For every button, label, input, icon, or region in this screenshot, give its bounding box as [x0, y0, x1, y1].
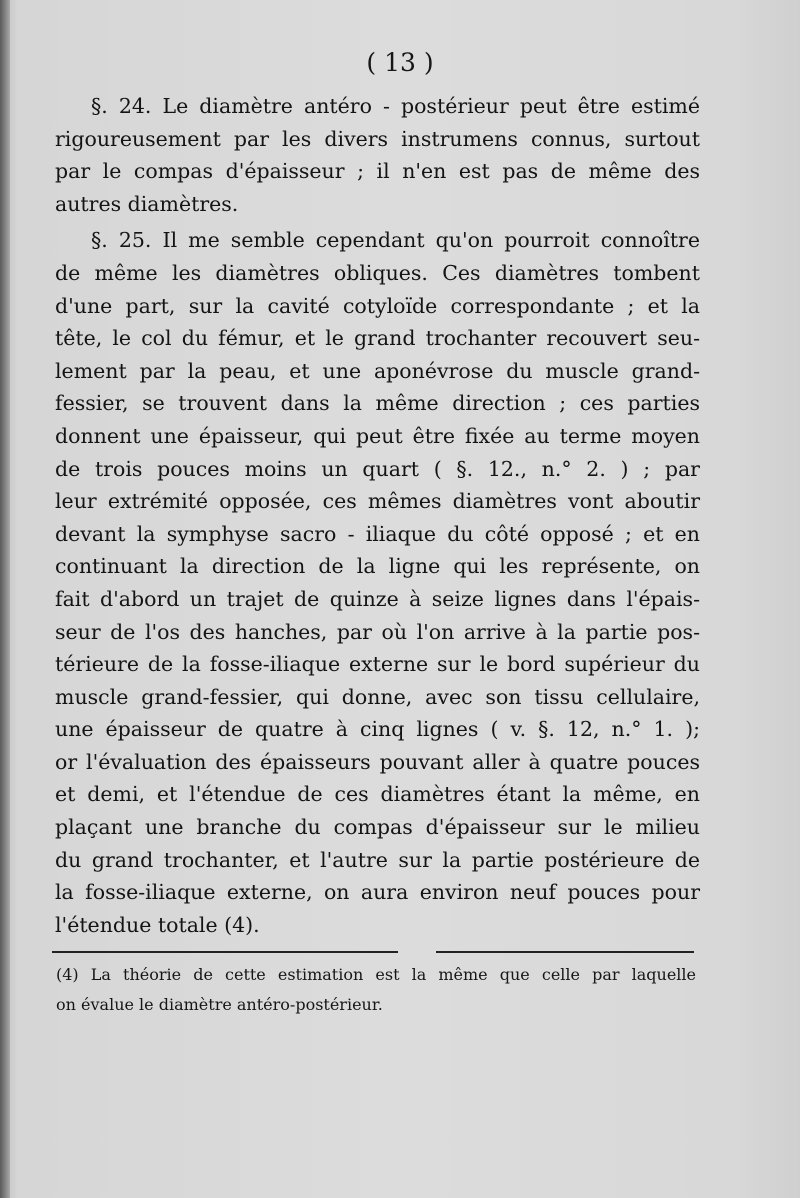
- paragraph-25: [55, 224, 700, 941]
- text-line: tête, le col du fémur, et le grand trochanter recouvert seu-: [55, 326, 700, 351]
- text-line: de même les diamètres obliques. Ces diamètres tombent: [55, 260, 700, 285]
- text-line: §. 24. Le diamètre antéro - postérieur peut être estimé: [91, 94, 700, 118]
- text-line: continuant la direction de la ligne qui les représente, on: [55, 554, 700, 579]
- text-line: l'étendue totale (4).: [55, 912, 260, 937]
- main-text: [55, 90, 700, 941]
- text-line: or l'évaluation des épaisseurs pouvant aller à quatre pouces: [55, 749, 700, 774]
- footnote-divider-right: [436, 951, 694, 953]
- text-line: autres diamètres.: [55, 191, 239, 216]
- text-line: seur de l'os des hanches, par où l'on arrive à la partie pos-: [55, 619, 700, 644]
- text-line: par le compas d'épaisseur ; il n'en est pas de même des: [55, 159, 700, 184]
- text-line: fait d'abord un trajet de quinze à seize lignes dans l'épais-: [55, 586, 700, 611]
- text-line: la fosse-iliaque externe, on aura environ neuf pouces pour: [55, 880, 700, 905]
- text-line: plaçant une branche du compas d'épaisseur sur le milieu: [55, 815, 700, 840]
- text-line: §. 25. Il me semble cependant qu'on pourroit connoître: [91, 228, 700, 253]
- page-gutter-shadow: [0, 0, 10, 1198]
- footnote-line: on évalue le diamètre antéro-postérieur.: [56, 995, 383, 1014]
- text-line: une épaisseur de quatre à cinq lignes ( v. §. 12, n.° 1. );: [55, 717, 700, 742]
- paragraph-24: [55, 90, 700, 220]
- text-line: de trois pouces moins un quart ( §. 12., n.° 2. ) ; par: [55, 456, 700, 481]
- footnote-divider-left: [52, 951, 398, 953]
- footnote-4: [56, 960, 696, 1020]
- text-line: du grand trochanter, et l'autre sur la partie postérieure de: [55, 847, 700, 872]
- text-line: et demi, et l'étendue de ces diamètres étant la même, en: [55, 782, 700, 807]
- footnote-line: (4) La théorie de cette estimation est la même que celle par laquelle: [56, 965, 696, 984]
- text-line: lement par la peau, et une aponévrose du muscle grand-: [55, 358, 700, 383]
- text-line: leur extrémité opposée, ces mêmes diamètres vont aboutir: [55, 489, 700, 514]
- text-line: devant la symphyse sacro - iliaque du côté opposé ; et en: [55, 521, 700, 546]
- text-line: donnent une épaisseur, qui peut être fixée au terme moyen: [55, 423, 700, 448]
- text-line: rigoureusement par les divers instrumens connus, surtout: [55, 126, 700, 151]
- text-line: muscle grand-fessier, qui donne, avec son tissu cellulaire,: [55, 684, 700, 709]
- page-number: ( 13 ): [366, 48, 434, 77]
- text-line: d'une part, sur la cavité cotyloïde correspondante ; et la: [55, 293, 700, 318]
- text-line: térieure de la fosse-iliaque externe sur le bord supérieur du: [55, 652, 700, 677]
- text-line: fessier, se trouvent dans la même direction ; ces parties: [55, 391, 700, 416]
